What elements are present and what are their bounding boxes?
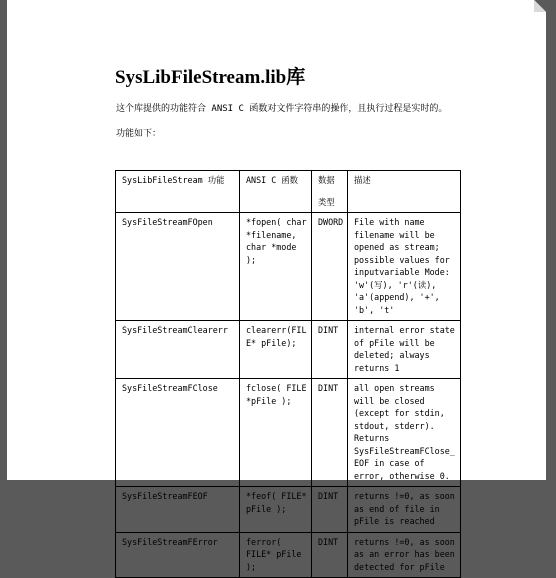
cell-data-type: DINT xyxy=(312,532,348,578)
cell-data-type: DWORD xyxy=(312,213,348,321)
intro-paragraph: 这个库提供的功能符合 ANSI C 函数对文件字符串的操作，且执行过程是实时的。 xyxy=(116,104,448,114)
cell-ansi-c: ferror( FILE* pFile ); xyxy=(240,532,312,578)
cell-function: SysFileStreamClearerr xyxy=(116,321,240,379)
functions-heading: 功能如下： xyxy=(116,129,162,139)
cell-description: File with name filename will be opened as stream; possible values for inputvariable Mode: 'w'(写), 'r'(读), 'a'(append), '+', 'b', 't' xyxy=(348,213,461,321)
cell-ansi-c: clearerr(FILE* pFile); xyxy=(240,321,312,379)
cell-description: returns !=0, as soon as end of file in pFile is reached xyxy=(348,487,461,533)
header-function: SysLibFileStream 功能 xyxy=(116,171,240,213)
cell-ansi-c: *fopen( char *filename, char *mode ); xyxy=(240,213,312,321)
cell-description: all open streams will be closed (except for stdin, stdout, stderr). Returns SysFileStreamFClose_EOF in case of error, otherwise 0. xyxy=(348,379,461,487)
page-corner-fold xyxy=(534,0,546,12)
page-title: SysLibFileStream.lib库 xyxy=(115,67,306,88)
header-data-type-line2: 类型 xyxy=(318,196,335,207)
cell-data-type: DINT xyxy=(312,379,348,487)
cell-description: internal error state of pFile will be deleted; always returns 1 xyxy=(348,321,461,379)
table-row xyxy=(116,321,461,379)
functions-table xyxy=(115,170,461,578)
cell-description: returns !=0, as soon as an error has been detected for pFile xyxy=(348,532,461,578)
table-header-row xyxy=(116,171,461,213)
cell-data-type: DINT xyxy=(312,487,348,533)
cell-ansi-c: *feof( FILE* pFile ); xyxy=(240,487,312,533)
cell-ansi-c: fclose( FILE *pFile ); xyxy=(240,379,312,487)
table-row xyxy=(116,487,461,533)
header-data-type xyxy=(312,171,348,213)
table-row xyxy=(116,213,461,321)
header-ansi-c: ANSI C 函数 xyxy=(240,171,312,213)
cell-function: SysFileStreamFEOF xyxy=(116,487,240,533)
table-row xyxy=(116,532,461,578)
cell-function: SysFileStreamFError xyxy=(116,532,240,578)
header-description: 描述 xyxy=(348,171,461,213)
cell-function: SysFileStreamFOpen xyxy=(116,213,240,321)
cell-data-type: DINT xyxy=(312,321,348,379)
table-row xyxy=(116,379,461,487)
cell-function: SysFileStreamFClose xyxy=(116,379,240,487)
header-data-type-line1: 数据 xyxy=(318,175,335,185)
document-page xyxy=(7,0,546,572)
